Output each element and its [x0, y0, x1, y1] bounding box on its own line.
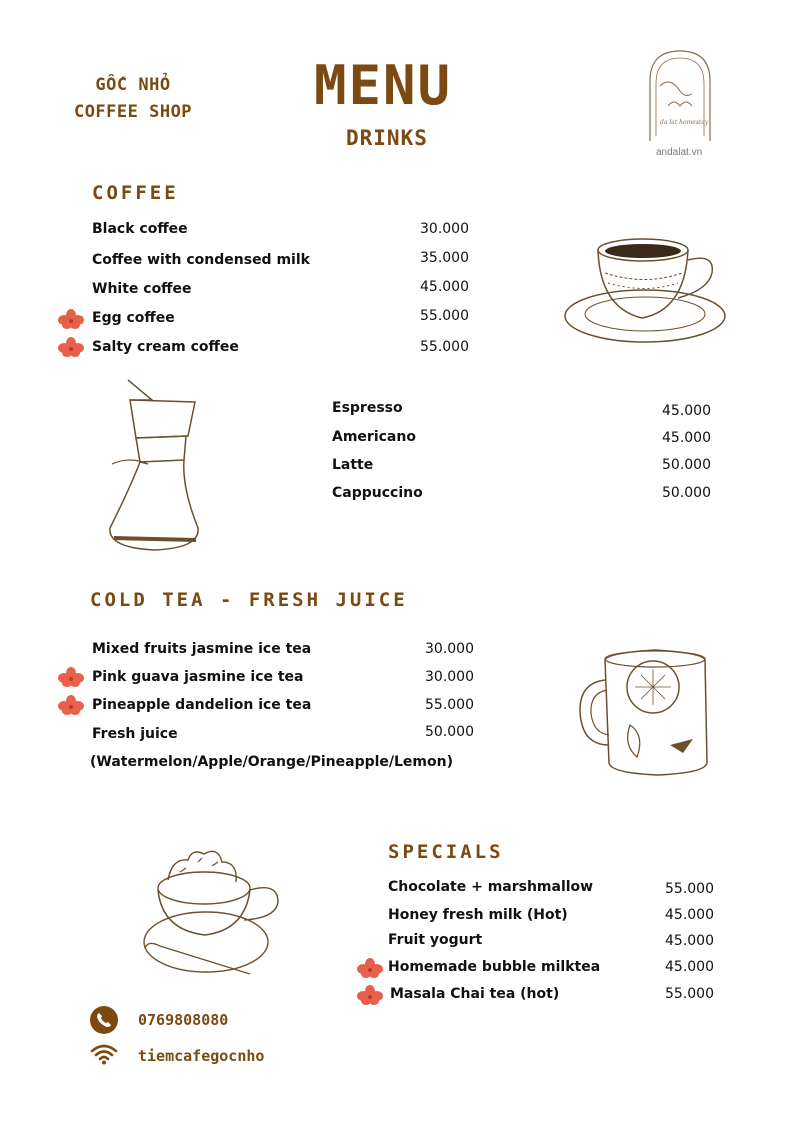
logo-script: da lat homestay: [660, 119, 709, 126]
list-item: Cappuccino: [332, 485, 423, 501]
list-item: Pineapple dandelion ice tea: [92, 697, 312, 713]
arch-logo-icon: [640, 46, 720, 156]
phone-icon: [90, 1006, 118, 1034]
list-item: White coffee: [92, 281, 192, 297]
list-item: Salty cream coffee: [92, 339, 239, 355]
item-price: 55.000: [420, 339, 469, 355]
item-price: 55.000: [665, 986, 714, 1002]
list-item: Latte: [332, 457, 374, 473]
list-item: Black coffee: [92, 221, 188, 237]
list-item: Pink guava jasmine ice tea: [92, 669, 304, 685]
list-item: Honey fresh milk (Hot): [388, 907, 568, 923]
chemex-illustration: [100, 378, 210, 558]
page-title: MENU: [314, 54, 453, 117]
list-item: Chocolate + marshmallow: [388, 879, 594, 895]
item-price: 50.000: [662, 485, 711, 501]
item-price: 50.000: [425, 724, 474, 740]
list-item: Egg coffee: [92, 310, 175, 326]
flower-icon: [58, 667, 84, 687]
flower-icon: [357, 958, 383, 978]
phone-number[interactable]: 0769808080: [138, 1011, 229, 1029]
section-coffee-heading: COFFEE: [92, 182, 179, 204]
hot-chocolate-illustration: [140, 840, 285, 985]
item-price: 30.000: [420, 221, 469, 237]
section-specials-heading: SPECIALS: [388, 841, 504, 863]
list-item: Masala Chai tea (hot): [390, 986, 560, 1002]
juice-flavors-note: (Watermelon/Apple/Orange/Pineapple/Lemon): [90, 754, 454, 770]
list-item: Americano: [332, 429, 416, 445]
brand-line-2: COFFEE SHOP: [73, 102, 193, 122]
brand-name: [58, 72, 208, 126]
page-subtitle: DRINKS: [346, 126, 428, 150]
logo-caption: andalat.vn: [656, 147, 703, 158]
coffee-cup-illustration: [560, 228, 730, 353]
item-price: 50.000: [662, 457, 711, 473]
wifi-icon: [90, 1043, 118, 1065]
list-item: Coffee with condensed milk: [92, 252, 310, 268]
section-tea-heading: COLD TEA - FRESH JUICE: [90, 589, 408, 611]
list-item: Espresso: [332, 400, 403, 416]
item-price: 30.000: [425, 669, 474, 685]
list-item: Homemade bubble milktea: [388, 959, 601, 975]
item-price: 45.000: [420, 279, 469, 295]
item-price: 45.000: [665, 907, 714, 923]
iced-tea-mug-illustration: [575, 645, 720, 780]
item-price: 45.000: [665, 959, 714, 975]
item-price: 55.000: [420, 308, 469, 324]
homestay-logo: [640, 46, 720, 166]
item-price: 35.000: [420, 250, 469, 266]
item-price: 55.000: [665, 881, 714, 897]
item-price: 45.000: [662, 403, 711, 419]
flower-icon: [58, 337, 84, 357]
brand-line-1: GỐC NHỎ: [95, 75, 171, 95]
wifi-name: tiemcafegocnho: [138, 1047, 265, 1065]
flower-icon: [58, 695, 84, 715]
item-price: 45.000: [665, 933, 714, 949]
item-price: 30.000: [425, 641, 474, 657]
item-price: 55.000: [425, 697, 474, 713]
list-item: Fruit yogurt: [388, 932, 483, 948]
item-price: 45.000: [662, 430, 711, 446]
list-item: Mixed fruits jasmine ice tea: [92, 641, 312, 657]
flower-icon: [58, 309, 84, 329]
list-item: Fresh juice: [92, 726, 178, 742]
flower-icon: [357, 985, 383, 1005]
